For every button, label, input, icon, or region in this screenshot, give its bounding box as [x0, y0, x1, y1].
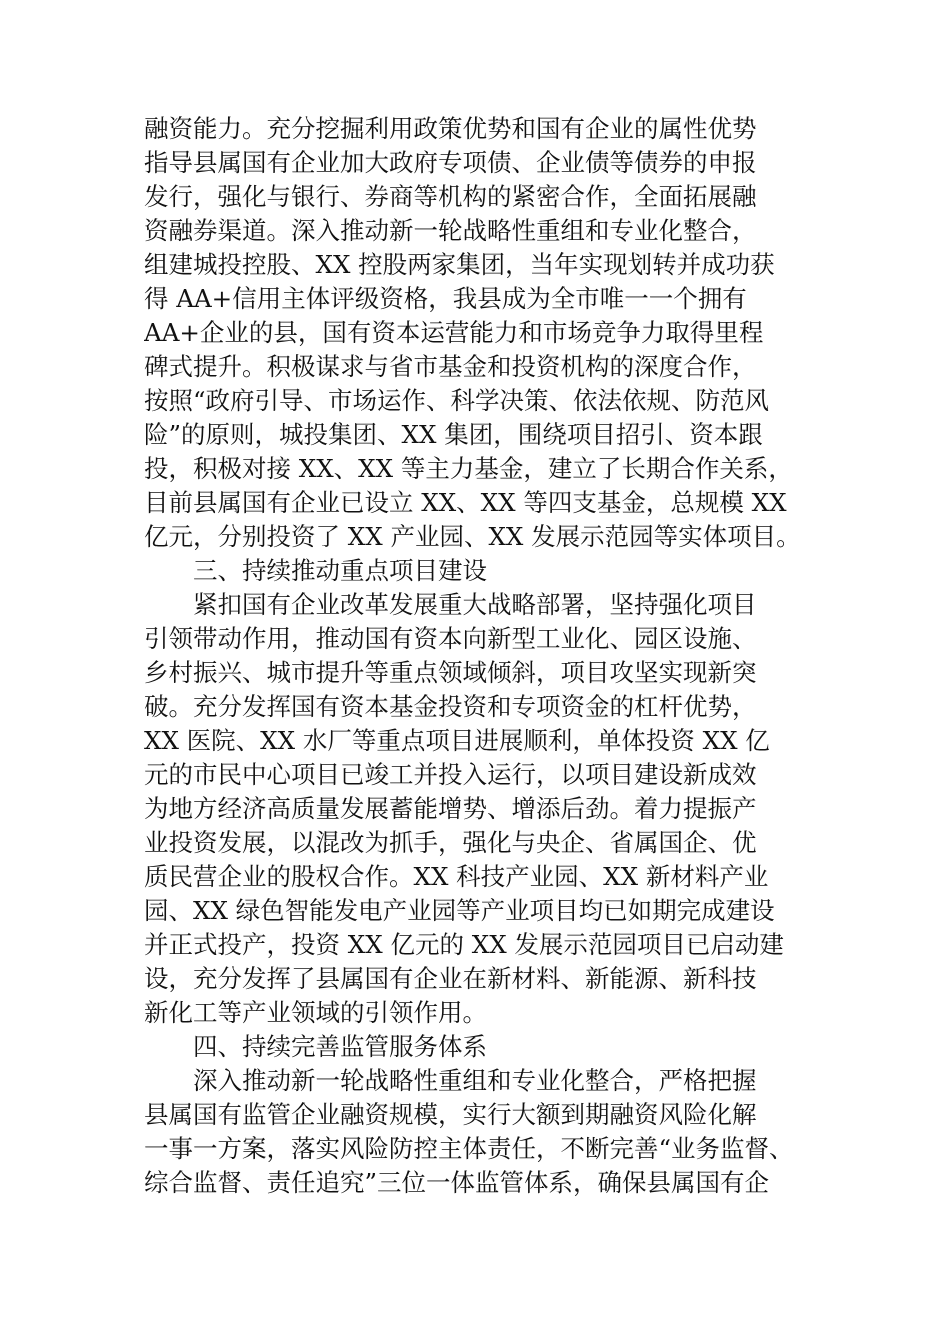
- text-line: 引领带动作用，推动国有资本向新型工业化、园区设施、: [144, 624, 757, 653]
- text-line: 为地方经济高质量发展蓄能增势、增添后劲。着力提振产: [144, 794, 757, 823]
- text-line: 资融券渠道。深入推动新一轮战略性重组和专业化整合，: [144, 216, 757, 245]
- text-line: 设，充分发挥了县属国有企业在新材料、新能源、新科技: [144, 964, 757, 993]
- text-line: 亿元，分别投资了 XX 产业园、XX 发展示范园等实体项目。: [144, 522, 801, 551]
- text-line: 四、持续完善监管服务体系: [193, 1032, 487, 1061]
- text-line: 得 AA+信用主体评级资格，我县成为全市唯一一个拥有: [144, 284, 747, 313]
- text-line: 破。充分发挥国有资本基金投资和专项资金的杠杆优势，: [144, 692, 757, 721]
- text-line: 紧扣国有企业改革发展重大战略部署，坚持强化项目: [193, 590, 757, 619]
- text-line: 园、XX 绿色智能发电产业园等产业项目均已如期完成建设: [144, 896, 775, 925]
- text-line: 发行，强化与银行、券商等机构的紧密合作，全面拓展融: [144, 182, 757, 211]
- text-line: 乡村振兴、城市提升等重点领域倾斜，项目攻坚实现新突: [144, 658, 757, 687]
- text-line: 投，积极对接 XX、XX 等主力基金，建立了长期合作关系，: [144, 454, 793, 483]
- text-line: 指导县属国有企业加大政府专项债、企业债等债券的申报: [144, 148, 757, 177]
- text-line: 综合监督、责任追究”三位一体监管体系，确保县属国有企: [144, 1168, 770, 1197]
- text-line: 一事一方案，落实风险防控主体责任，不断完善“业务监督、: [144, 1134, 794, 1163]
- text-line: 三、持续推动重点项目建设: [193, 556, 487, 585]
- text-line: 按照“政府引导、市场运作、科学决策、依法依规、防范风: [144, 386, 770, 415]
- text-line: 县属国有监管企业融资规模，实行大额到期融资风险化解: [144, 1100, 757, 1129]
- text-line: 目前县属国有企业已设立 XX、XX 等四支基金，总规模 XX: [144, 488, 787, 517]
- text-line: 新化工等产业领域的引领作用。: [144, 998, 487, 1027]
- text-line: 并正式投产，投资 XX 亿元的 XX 发展示范园项目已启动建: [144, 930, 784, 959]
- text-line: 险”的原则，城投集团、XX 集团，围绕项目招引、资本跟: [144, 420, 763, 449]
- text-line: 碑式提升。积极谋求与省市基金和投资机构的深度合作，: [144, 352, 757, 381]
- text-line: AA+企业的县，国有资本运营能力和市场竞争力取得里程: [144, 318, 764, 347]
- text-line: 融资能力。充分挖掘利用政策优势和国有企业的属性优势: [144, 114, 757, 143]
- text-line: 业投资发展，以混改为抓手，强化与央企、省属国企、优: [144, 828, 757, 857]
- text-line: 质民营企业的股权合作。XX 科技产业园、XX 新材料产业: [144, 862, 769, 891]
- text-line: 元的市民中心项目已竣工并投入运行，以项目建设新成效: [144, 760, 757, 789]
- text-line: 组建城投控股、XX 控股两家集团，当年实现划转并成功获: [144, 250, 775, 279]
- document-body: [144, 112, 824, 1200]
- text-line: 深入推动新一轮战略性重组和专业化整合，严格把握: [193, 1066, 757, 1095]
- text-line: XX 医院、XX 水厂等重点项目进展顺利，单体投资 XX 亿: [144, 726, 770, 755]
